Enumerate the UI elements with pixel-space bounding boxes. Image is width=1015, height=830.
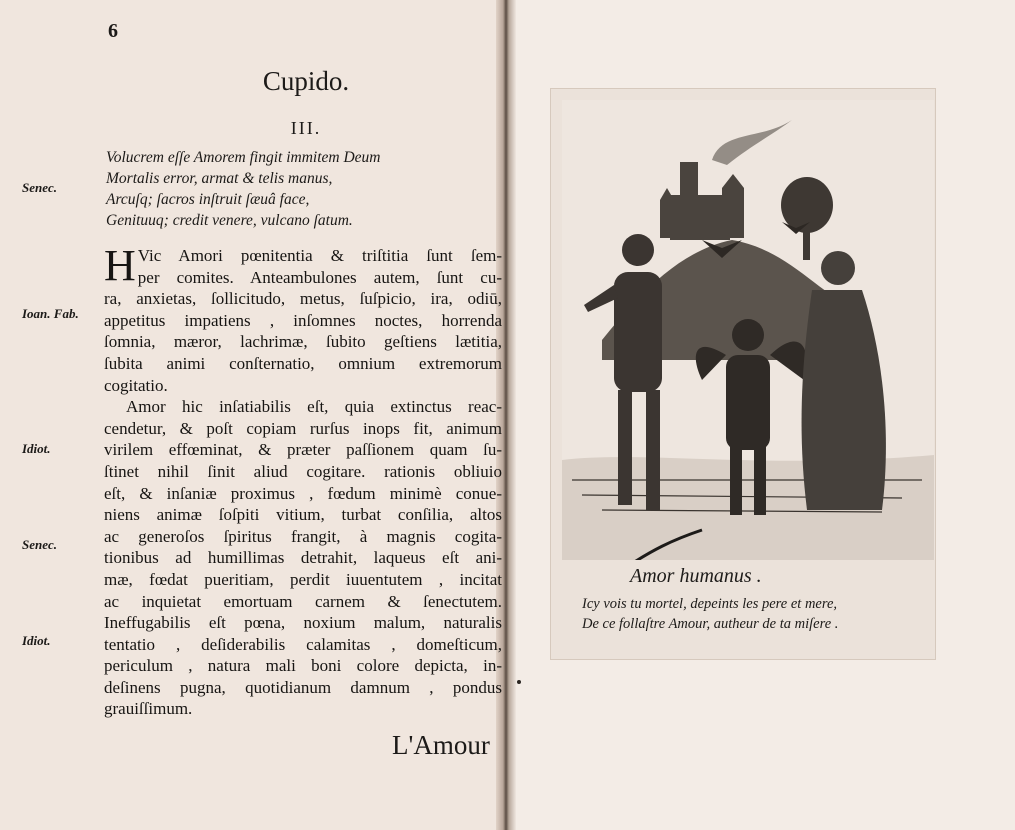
text-line: niens animæ ſoſpiti vitium, turbat conſilia, altos bbox=[104, 505, 502, 525]
text-line: ſtinet nihil ſinit aliud cogitare. rationis obliuio bbox=[104, 461, 502, 481]
ink-dot bbox=[517, 680, 521, 684]
plate-french-verse bbox=[582, 594, 922, 634]
text-line: Amor hic inſatiabilis eſt, quia extinctus reac- bbox=[126, 397, 502, 417]
margin-note-ioan-fab: Ioan. Fab. bbox=[22, 306, 79, 321]
verse-line: Volucrem eſſe Amorem fingit immitem Deum bbox=[106, 149, 381, 166]
text-line: virilem effœminat, & præter paſſionem quam ſu- bbox=[104, 440, 502, 460]
text-line: tentatio , deſiderabilis calamitas , domeſticum, bbox=[104, 634, 502, 654]
text-line: ſomnia, mæror, lachrimæ, ſubito geſtiens lætitia, bbox=[104, 332, 502, 352]
text-line: Ineffugabilis eſt pœna, noxium malum, naturalis bbox=[104, 613, 502, 633]
page-title: Cupido. bbox=[262, 66, 350, 96]
page-number: 6 bbox=[108, 20, 118, 42]
text-line: mæ, fœdat pueritiam, perdit iuuentutem , incitat bbox=[104, 569, 502, 589]
text-line: tionibus ad humillimas detrahit, laqueus eſt ani- bbox=[104, 548, 502, 568]
text-line: appetitus impatiens , inſomnes noctes, horrenda bbox=[104, 310, 502, 330]
body-text bbox=[104, 241, 502, 720]
margin-note-senec: Senec. bbox=[22, 180, 58, 195]
margin-note-senec: Senec. bbox=[22, 537, 58, 552]
emblem-number: III. bbox=[290, 118, 322, 138]
text-line: ac inquietat emortuam carnem & ſenectutem. bbox=[104, 591, 502, 611]
drop-cap: H bbox=[104, 241, 136, 290]
text-line: eſt, & inſaniæ proximus , fœdum minimè conue- bbox=[104, 483, 502, 503]
text-line: cendetur, & poſt copiam rurſus inops fit, animum bbox=[104, 418, 502, 438]
text-line: cogitatio. bbox=[104, 375, 168, 395]
text-line: ac generoſos ſpiritus frangit, à magnis cogita- bbox=[104, 526, 502, 546]
margin-note-idiot: Idiot. bbox=[22, 441, 51, 456]
text-line: periculum , natura mali boni colore depicta, in- bbox=[104, 656, 502, 676]
margin-note-idiot: Idiot. bbox=[22, 633, 51, 648]
text-line: deſinens pugna, quotidianum damnum , pondus bbox=[104, 677, 502, 697]
plate-caption: Amor humanus . bbox=[630, 565, 762, 587]
text-line: ſubita animi conſternatio, omnium extremorum bbox=[104, 353, 502, 373]
text-line: grauiſſimum. bbox=[104, 699, 193, 719]
text-line: ra, anxietas, ſollicitudo, metus, ſuſpicio, ira, odiū, bbox=[104, 289, 502, 309]
latin-verse bbox=[106, 147, 486, 231]
verse-line: Mortalis error, armat & telis manus, bbox=[106, 170, 333, 187]
verse-line: Genituuq; credit venere, vulcano ſatum. bbox=[106, 212, 353, 229]
verse-line: De ce follaſtre Amour, autheur de ta miſere . bbox=[582, 616, 839, 632]
engraving-illustration bbox=[562, 100, 934, 560]
text-line: Vic Amori pœnitentia & triſtitia ſunt ſem- bbox=[137, 246, 502, 265]
catchword: L'Amour bbox=[392, 730, 490, 760]
text-line: per comites. Anteambulones autem, ſunt cu- bbox=[137, 267, 502, 287]
verse-line: Arcuſq; ſacros inſtruit ſæuâ face, bbox=[106, 191, 310, 208]
verse-line: Icy vois tu mortel, depeints les pere et mere, bbox=[582, 596, 838, 612]
